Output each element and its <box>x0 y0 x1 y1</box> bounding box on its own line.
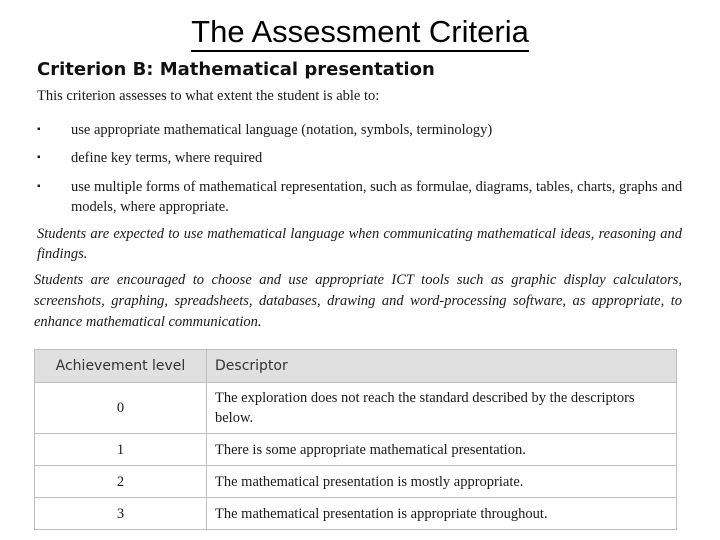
descriptor-cell: The exploration does not reach the standard described by the descriptors below. <box>207 383 677 434</box>
table-header-row <box>35 350 677 383</box>
bullet-icon: ▪ <box>37 124 41 135</box>
bullet-text: define key terms, where required <box>71 150 263 166</box>
achievement-table <box>34 349 677 530</box>
level-cell: 1 <box>35 434 207 466</box>
bullet-icon: ▪ <box>37 152 41 163</box>
table-row <box>35 434 677 466</box>
bullet-icon: ▪ <box>37 181 41 192</box>
expectation-paragraph: Students are expected to use mathematical language when communicating mathematical ideas, reasoning and findings. <box>37 226 682 262</box>
bullet-item <box>37 177 687 217</box>
table-row <box>35 466 677 498</box>
bullet-text: use multiple forms of mathematical representation, such as formulae, diagrams, tables, charts, graphs and models, where appropriate. <box>71 179 683 215</box>
level-cell: 2 <box>35 466 207 498</box>
ict-paragraph: Students are encouraged to choose and use appropriate ICT tools such as graphic display calculators, screenshots, graphing, spreadsheets, databases, drawing and word-processing software, as appropriate, to enhance mathematical communication. <box>34 272 682 330</box>
criterion-intro: This criterion assesses to what extent the student is able to: <box>37 88 380 104</box>
level-cell: 0 <box>35 383 207 434</box>
table-row <box>35 498 677 530</box>
descriptor-cell: The mathematical presentation is mostly appropriate. <box>207 466 677 498</box>
criterion-bullet-list <box>37 120 687 217</box>
bullet-item <box>37 148 687 168</box>
descriptor-cell: There is some appropriate mathematical presentation. <box>207 434 677 466</box>
descriptor-cell: The mathematical presentation is appropriate throughout. <box>207 498 677 530</box>
slide-title <box>0 12 720 52</box>
header-descriptor: Descriptor <box>207 350 677 383</box>
bullet-item <box>37 120 687 140</box>
level-cell: 3 <box>35 498 207 530</box>
table-row <box>35 383 677 434</box>
bullet-text: use appropriate mathematical language (notation, symbols, terminology) <box>71 122 493 138</box>
criterion-heading: Criterion B: Mathematical presentation <box>37 59 435 80</box>
header-achievement-level: Achievement level <box>35 350 207 383</box>
slide-title-text: The Assessment Criteria <box>191 14 529 52</box>
